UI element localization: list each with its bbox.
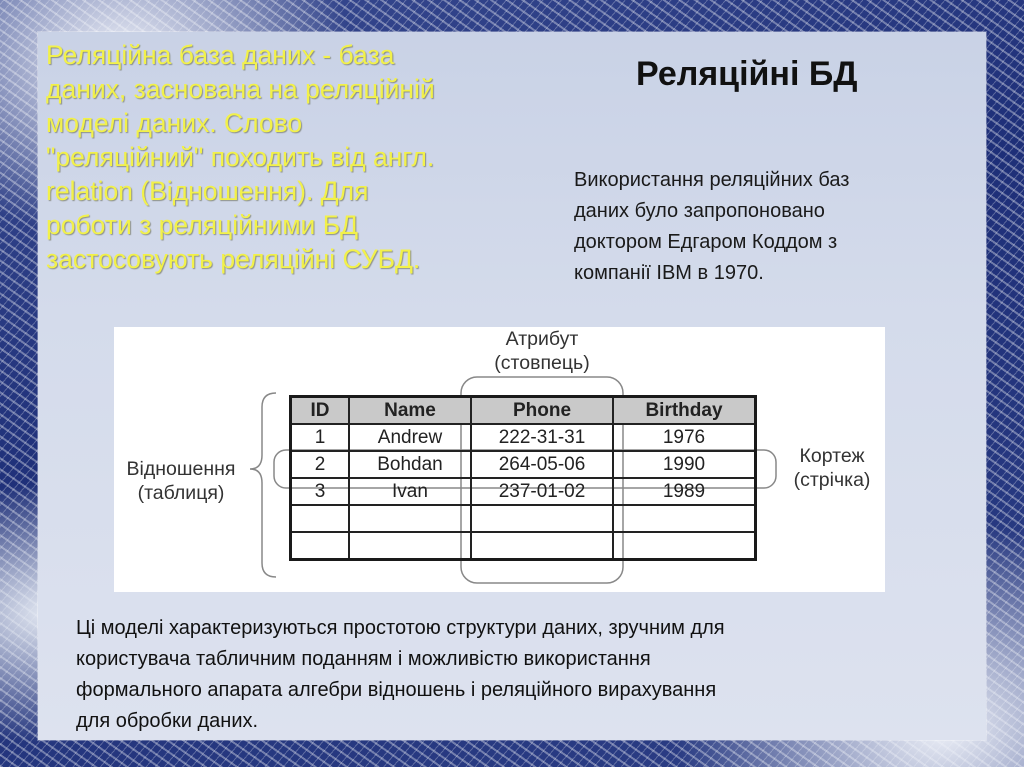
relation-label-line: Відношення xyxy=(126,458,236,480)
column-header-phone: Phone xyxy=(471,397,613,425)
intro-line: моделі даних. Слово xyxy=(46,108,303,138)
table-cell xyxy=(291,532,350,560)
table-header-row xyxy=(291,397,756,425)
table-cell: 1976 xyxy=(613,424,756,451)
history-line: компанії IBM в 1970. xyxy=(574,262,764,284)
table-row xyxy=(291,451,756,478)
tuple-label xyxy=(782,444,882,492)
table-cell: 264-05-06 xyxy=(471,451,613,478)
history-line: Використання реляційних баз xyxy=(574,169,850,191)
table-cell xyxy=(613,505,756,532)
history-line: даних було запропоновано xyxy=(574,200,825,222)
summary-line: для обробки даних. xyxy=(76,710,259,732)
summary-line: формального апарата алгебри відношень і реляційного вирахування xyxy=(76,679,717,701)
table-row xyxy=(291,424,756,451)
slide-title: Реляційні БД xyxy=(636,55,858,93)
table-row xyxy=(291,532,756,560)
intro-line: даних, заснована на реляційній xyxy=(46,74,435,104)
intro-line: застосовують реляційні СУБД. xyxy=(46,244,421,274)
column-header-birthday: Birthday xyxy=(613,397,756,425)
table-cell: 1 xyxy=(291,424,350,451)
attribute-label-line: (стовпець) xyxy=(494,352,590,374)
table-cell: 222-31-31 xyxy=(471,424,613,451)
summary-line: користувача табличним поданням і можливістю використання xyxy=(76,648,651,670)
table-cell: 2 xyxy=(291,451,350,478)
table-row xyxy=(291,478,756,505)
summary-paragraph xyxy=(76,613,926,737)
column-header-name: Name xyxy=(349,397,471,425)
relation-label-line: (таблиця) xyxy=(137,482,225,504)
table-cell xyxy=(349,505,471,532)
table-cell: Ivan xyxy=(349,478,471,505)
intro-paragraph xyxy=(46,38,566,276)
relation-label xyxy=(116,457,246,505)
tuple-label-line: (стрічка) xyxy=(793,469,871,491)
intro-line: "реляційний" походить від англ. xyxy=(46,142,435,172)
table-cell: 1990 xyxy=(613,451,756,478)
table-cell: 3 xyxy=(291,478,350,505)
table-cell xyxy=(471,532,613,560)
intro-line: relation (Відношення). Для xyxy=(46,176,369,206)
attribute-label-line: Атрибут xyxy=(505,328,579,350)
table-cell xyxy=(613,532,756,560)
table-cell xyxy=(291,505,350,532)
table-row xyxy=(291,505,756,532)
relation-table xyxy=(289,395,757,561)
tuple-label-line: Кортеж xyxy=(799,445,865,467)
intro-line: роботи з реляційними БД xyxy=(46,210,359,240)
relation-diagram xyxy=(114,327,885,592)
table-cell xyxy=(471,505,613,532)
relation-brace xyxy=(250,393,276,577)
table-cell: 237-01-02 xyxy=(471,478,613,505)
history-paragraph xyxy=(574,165,954,289)
history-line: доктором Едгаром Коддом з xyxy=(574,231,838,253)
table-cell xyxy=(349,532,471,560)
column-header-id: ID xyxy=(291,397,350,425)
table-cell: 1989 xyxy=(613,478,756,505)
table-cell: Bohdan xyxy=(349,451,471,478)
summary-line: Ці моделі характеризуються простотою структури даних, зручним для xyxy=(76,617,725,639)
table-cell: Andrew xyxy=(349,424,471,451)
attribute-label xyxy=(476,327,608,375)
intro-line: Реляційна база даних - база xyxy=(46,40,395,70)
